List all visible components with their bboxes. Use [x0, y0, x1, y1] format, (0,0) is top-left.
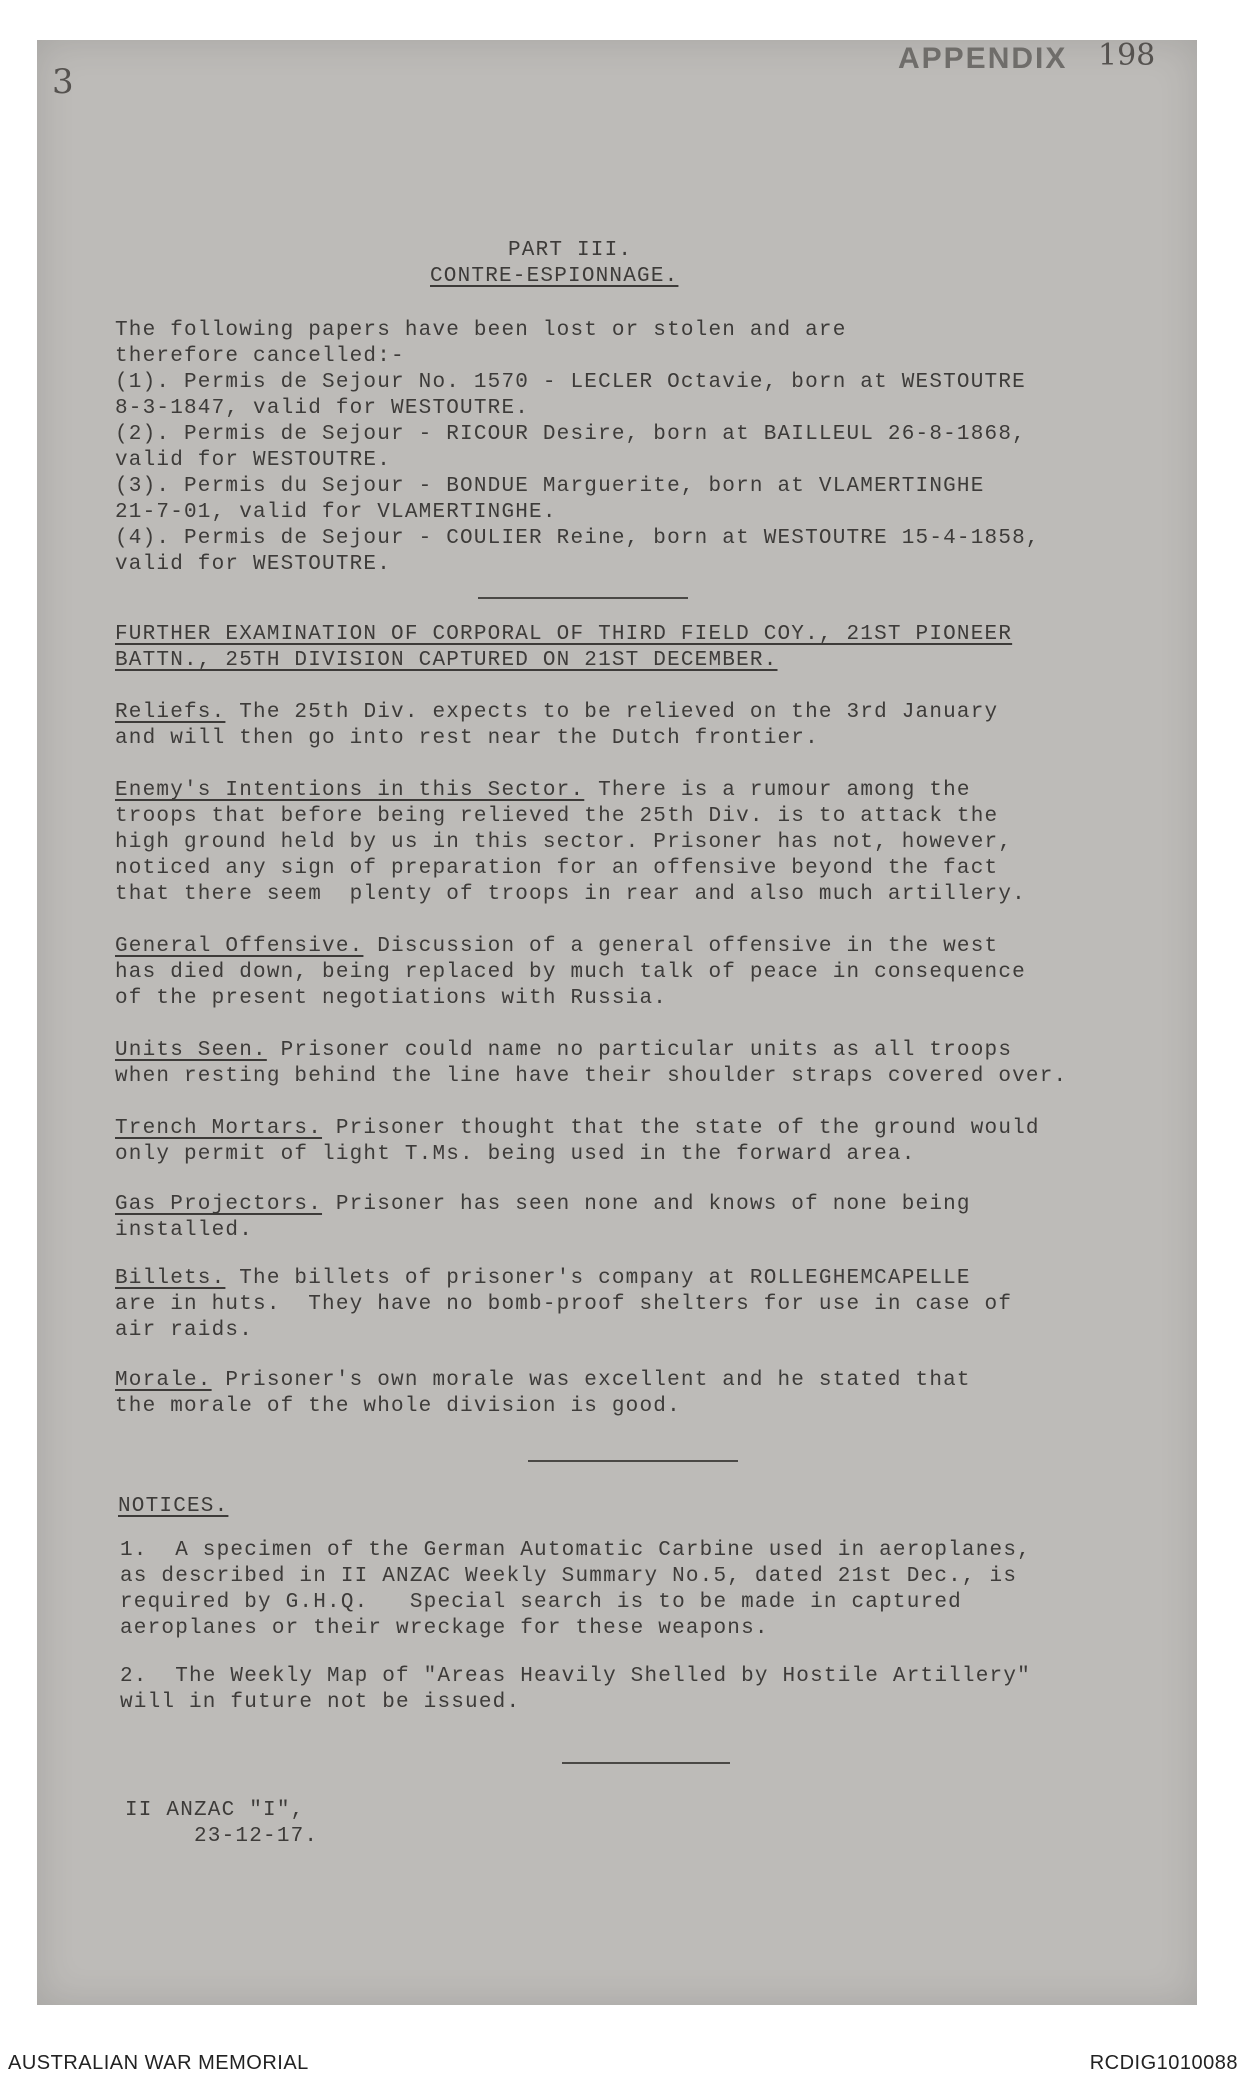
paragraph-heading: Enemy's Intentions in this Sector.: [115, 779, 585, 802]
paragraph-line: are in huts. They have no bomb-proof shelters for use in case of: [115, 1293, 1013, 1316]
part-title: PART III.: [508, 239, 633, 262]
paragraph-reliefs: [115, 700, 1175, 752]
paragraph-heading: Morale.: [115, 1369, 212, 1392]
signature-line-2: 23-12-17.: [125, 1825, 319, 1848]
cancelled-item-3-line-2: 21-7-01, valid for VLAMERTINGHE.: [115, 501, 557, 524]
paragraph-heading: Reliefs.: [115, 701, 226, 724]
paragraph-line: Discussion of a general offensive in the west: [363, 935, 999, 958]
notice-line: required by G.H.Q. Special search is to be made in captured: [120, 1591, 962, 1614]
paragraph-line: The 25th Div. expects to be relieved on the 3rd January: [225, 701, 999, 724]
notice-line: as described in II ANZAC Weekly Summary No.5, dated 21st Dec., is: [120, 1565, 1018, 1588]
cancelled-item-1-line-2: 8-3-1847, valid for WESTOUTRE.: [115, 397, 530, 420]
paragraph-line: high ground held by us in this sector. Prisoner has not, however,: [115, 831, 1013, 854]
paragraph-line: has died down, being replaced by much talk of peace in consequence: [115, 961, 1026, 984]
notice-2: [120, 1664, 1180, 1716]
part-subtitle: CONTRE-ESPIONNAGE.: [430, 265, 679, 288]
cancelled-intro-line-1: The following papers have been lost or stolen and are: [115, 319, 847, 342]
signature-line-1: II ANZAC "I",: [125, 1799, 305, 1822]
cancelled-item-2-line-1: (2). Permis de Sejour - RICOUR Desire, born at BAILLEUL 26-8-1868,: [115, 423, 1026, 446]
paragraph-morale: [115, 1368, 1175, 1420]
appendix-number: 198: [1098, 38, 1156, 73]
paragraph-trench-mortars: [115, 1116, 1175, 1168]
notice-line: aeroplanes or their wreckage for these weapons.: [120, 1617, 769, 1640]
notice-line: will in future not be issued.: [120, 1691, 521, 1714]
notice-line: 1. A specimen of the German Automatic Carbine used in aeroplanes,: [120, 1539, 1031, 1562]
notice-line: 2. The Weekly Map of "Areas Heavily Shelled by Hostile Artillery": [120, 1665, 1031, 1688]
paragraph-gas-projectors: [115, 1192, 1175, 1244]
paragraph-line: the morale of the whole division is good.: [115, 1395, 681, 1418]
exam-heading-line-2: BATTN., 25TH DIVISION CAPTURED ON 21ST DECEMBER.: [115, 649, 778, 672]
paragraph-line: only permit of light T.Ms. being used in the forward area.: [115, 1143, 916, 1166]
footer-record-id: RCDIG1010088: [1089, 2052, 1238, 2074]
paragraph-heading: General Offensive.: [115, 935, 364, 958]
paragraph-line: of the present negotiations with Russia.: [115, 987, 668, 1010]
divider-1: [478, 597, 688, 599]
divider-2: [528, 1460, 738, 1462]
paragraph-units-seen: [115, 1038, 1175, 1090]
paragraph-line: Prisoner thought that the state of the ground would: [322, 1117, 1040, 1140]
paragraph-line: Prisoner has seen none and knows of none being: [322, 1193, 971, 1216]
paragraph-general-offensive: [115, 934, 1175, 1012]
divider-3: [562, 1762, 730, 1764]
paragraph-heading: Billets.: [115, 1267, 226, 1290]
paragraph-heading: Units Seen.: [115, 1039, 267, 1062]
cancelled-intro-line-2: therefore cancelled:-: [115, 345, 405, 368]
appendix-stamp: APPENDIX: [898, 42, 1068, 75]
paragraph-enemy-intentions: [115, 778, 1175, 908]
paragraph-line: There is a rumour among the: [584, 779, 971, 802]
paragraph-heading: Trench Mortars.: [115, 1117, 323, 1140]
cancelled-item-2-line-2: valid for WESTOUTRE.: [115, 449, 392, 472]
page-number: 3: [52, 62, 74, 102]
exam-heading-line-1: FURTHER EXAMINATION OF CORPORAL OF THIRD FIELD COY., 21ST PIONEER: [115, 623, 1013, 646]
paragraph-line: The billets of prisoner's company at ROLLEGHEMCAPELLE: [225, 1267, 971, 1290]
cancelled-item-3-line-1: (3). Permis du Sejour - BONDUE Marguerite, born at VLAMERTINGHE: [115, 475, 985, 498]
paragraph-line: troops that before being relieved the 25th Div. is to attack the: [115, 805, 999, 828]
notices-heading: NOTICES.: [118, 1495, 229, 1518]
cancelled-item-4-line-2: valid for WESTOUTRE.: [115, 553, 392, 576]
paragraph-line: noticed any sign of preparation for an offensive beyond the fact: [115, 857, 999, 880]
cancelled-item-1-line-1: (1). Permis de Sejour No. 1570 - LECLER Octavie, born at WESTOUTRE: [115, 371, 1026, 394]
footer-institution: AUSTRALIAN WAR MEMORIAL: [8, 2052, 309, 2074]
paragraph-heading: Gas Projectors.: [115, 1193, 323, 1216]
paragraph-line: air raids.: [115, 1319, 254, 1342]
cancelled-item-4-line-1: (4). Permis de Sejour - COULIER Reine, born at WESTOUTRE 15-4-1858,: [115, 527, 1040, 550]
paragraph-line: Prisoner's own morale was excellent and he stated that: [211, 1369, 971, 1392]
paragraph-line: installed.: [115, 1219, 254, 1242]
paragraph-line: when resting behind the line have their shoulder straps covered over.: [115, 1065, 1068, 1088]
paragraph-line: and will then go into rest near the Dutch frontier.: [115, 727, 819, 750]
paragraph-billets: [115, 1266, 1175, 1344]
paragraph-line: Prisoner could name no particular units as all troops: [266, 1039, 1013, 1062]
paragraph-line: that there seem plenty of troops in rear and also much artillery.: [115, 883, 1026, 906]
notice-1: [120, 1538, 1180, 1642]
